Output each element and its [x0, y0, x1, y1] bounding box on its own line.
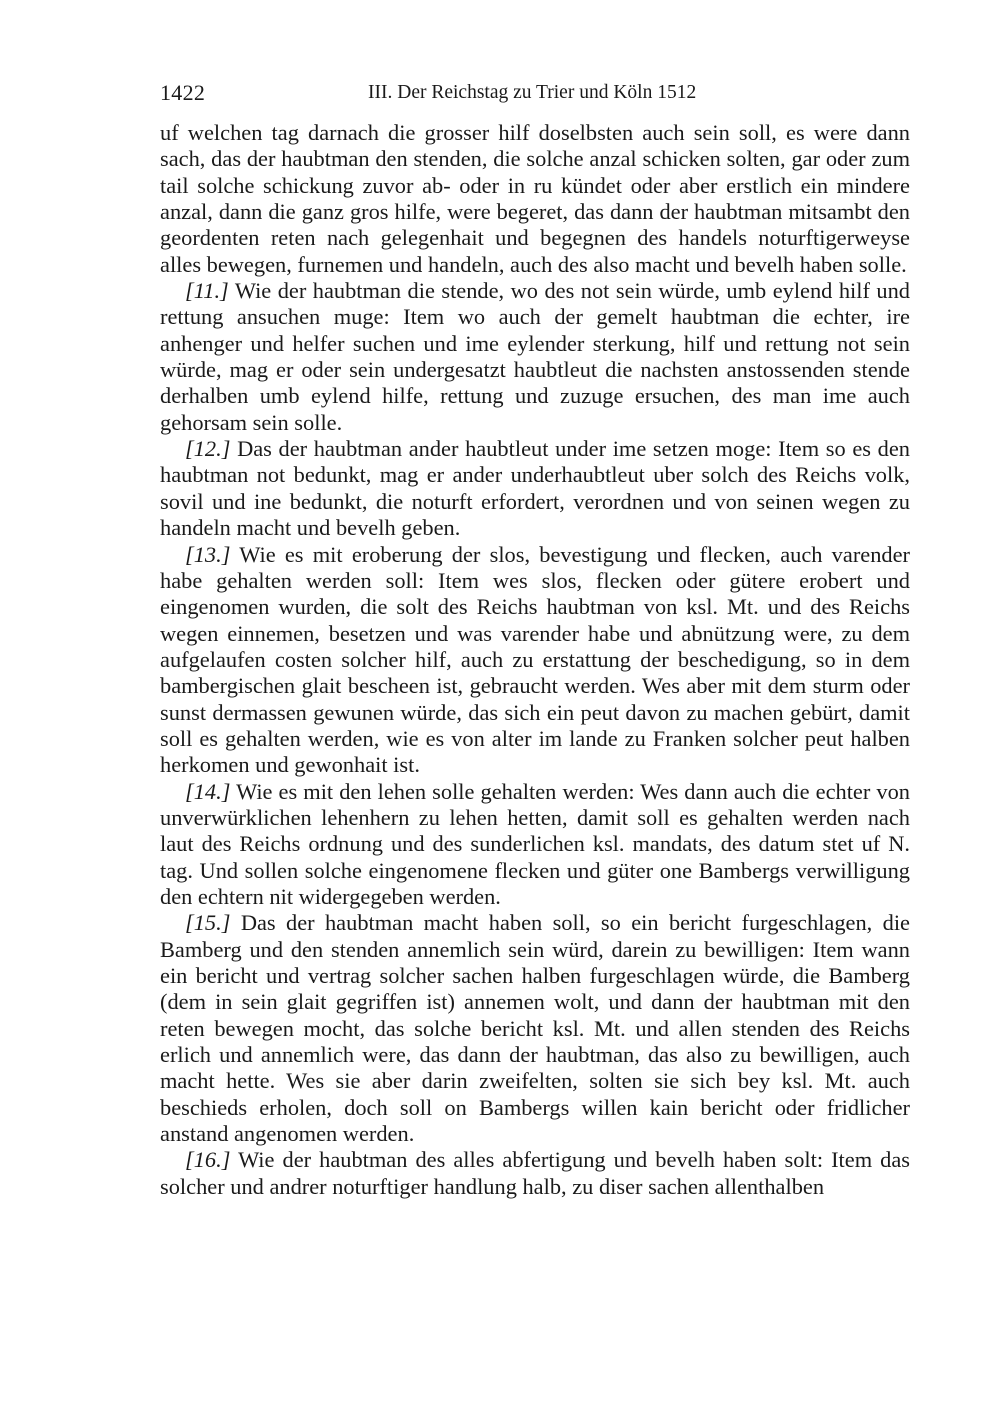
paragraph-15: [160, 910, 910, 1147]
paragraph-marker: [16.]: [185, 1147, 231, 1173]
paragraph-11: [160, 278, 910, 436]
paragraph-13: [160, 542, 910, 779]
body-text: [160, 120, 910, 1200]
paragraph-12: [160, 436, 910, 541]
paragraph-marker: [12.]: [185, 436, 231, 462]
page-number: 1422: [160, 80, 206, 105]
running-title: III. Der Reichstag zu Trier und Köln 1512: [368, 82, 697, 103]
paragraph-14: [160, 779, 910, 911]
paragraph-text: Das der haubtman ander haubtleut under ime setzen moge: Item so es den haubtman not bedunkt, mag er ander underhaubtleut uber solch des Reichs volk, sovil und ine bedunkt, die noturft erfordert, verordnen und von seinen wegen zu handeln macht und bevelh geben.: [160, 436, 910, 541]
paragraph-marker: [14.]: [185, 778, 231, 804]
paragraph-marker: [11.]: [185, 278, 229, 304]
paragraph-text: Wie der haubtman des alles abfertigung und bevelh haben solt: Item das solcher und andrer noturftiger handlung halb, zu diser sachen allenthalben: [160, 1147, 910, 1199]
paragraph-marker: [13.]: [185, 541, 231, 567]
paragraph-text: Wie es mit eroberung der slos, bevestigung und flecken, auch varender habe gehalten werden soll: Item wes slos, flecken oder gütere erobert und eingenomen wurden, die solt des Reichs haubtman von ksl. Mt. und des Reichs wegen einnemen, besetzen und was varender habe und abnützung were, zu dem aufgelaufen costen solcher hilf, auch zu erstattung der beschedigung, so in dem bambergischen glait bescheen ist, gebraucht werden. Wes aber mit dem sturm oder sunst dermassen gewunen würde, das sich ein peut davon zu machen gebürt, damit soll es gehalten werden, wie es von alter im lande zu Franken solcher peut halben herkomen und gewonhait ist.: [160, 541, 910, 778]
paragraph-16: [160, 1147, 910, 1200]
paragraph-text: Das der haubtman macht haben soll, so ein bericht furgeschlagen, die Bamberg und den stenden annemlich sein würd, darein zu bewilligen: Item wann ein bericht und vertrag solcher sachen halben furgeschlagen würde, die Bamberg (dem in sein glait gegriffen ist) annemen wolt, und dann der haubtman mit den reten bewegen mocht, das solche bericht ksl. Mt. und allen stenden des Reichs erlich und annemlich were, das dann der haubtman, das also zu bewilligen, auch macht hette. Wes sie aber darin zweifelten, solten sie sich bey ksl. Mt. auch beschieds erholen, doch soll on Bambergs willen kain bericht oder fridlicher anstand angenomen werden.: [160, 910, 910, 1147]
paragraph-text: Wie der haubtman die stende, wo des not sein würde, umb eylend hilf und rettung ansuchen muge: Item wo auch der gemelt haubtman die echter, ire anhenger und helfer suchen und ime eylender sterkung, hilf und rettung not sein würde, mag er oder sein undergesatzt haubtleut die nachsten anstossenden stende derhalben umb eylend hilfe, rettung und zuzuge ersuchen, des man ime auch gehorsam sein solle.: [160, 278, 910, 435]
paragraph-text: Wie es mit den lehen solle gehalten werden: Wes dann auch die echter von unverwürklichen lehenhern zu lehen hetten, damit soll es gehalten werden nach laut des Reichs ordnung und des sunderlichen ksl. mandats, des datum stet uf N. tag. Und sollen solche eingenomene flecken und güter one Bambergs verwilligung den echtern nit widergegeben werden.: [160, 778, 910, 909]
paragraph-continuation: [160, 120, 910, 278]
paragraph-text: uf welchen tag darnach die grosser hilf doselbsten auch sein soll, es were dann sach, das der haubtman den stenden, die solche anzal schicken solten, gar oder zum tail solche schickung zuvor ab- oder in ru kündet oder aber erstlich ein mindere anzal, dann die ganz gros hilfe, were begeret, das dann der haubtman mitsambt den geordenten reten nach gelegenhait und begegnen des handels noturftigerweyse alles bewegen, furnemen und handeln, auch des also macht und bevelh haben solle.: [160, 120, 910, 277]
page-header: [160, 80, 910, 108]
paragraph-marker: [15.]: [185, 910, 231, 936]
